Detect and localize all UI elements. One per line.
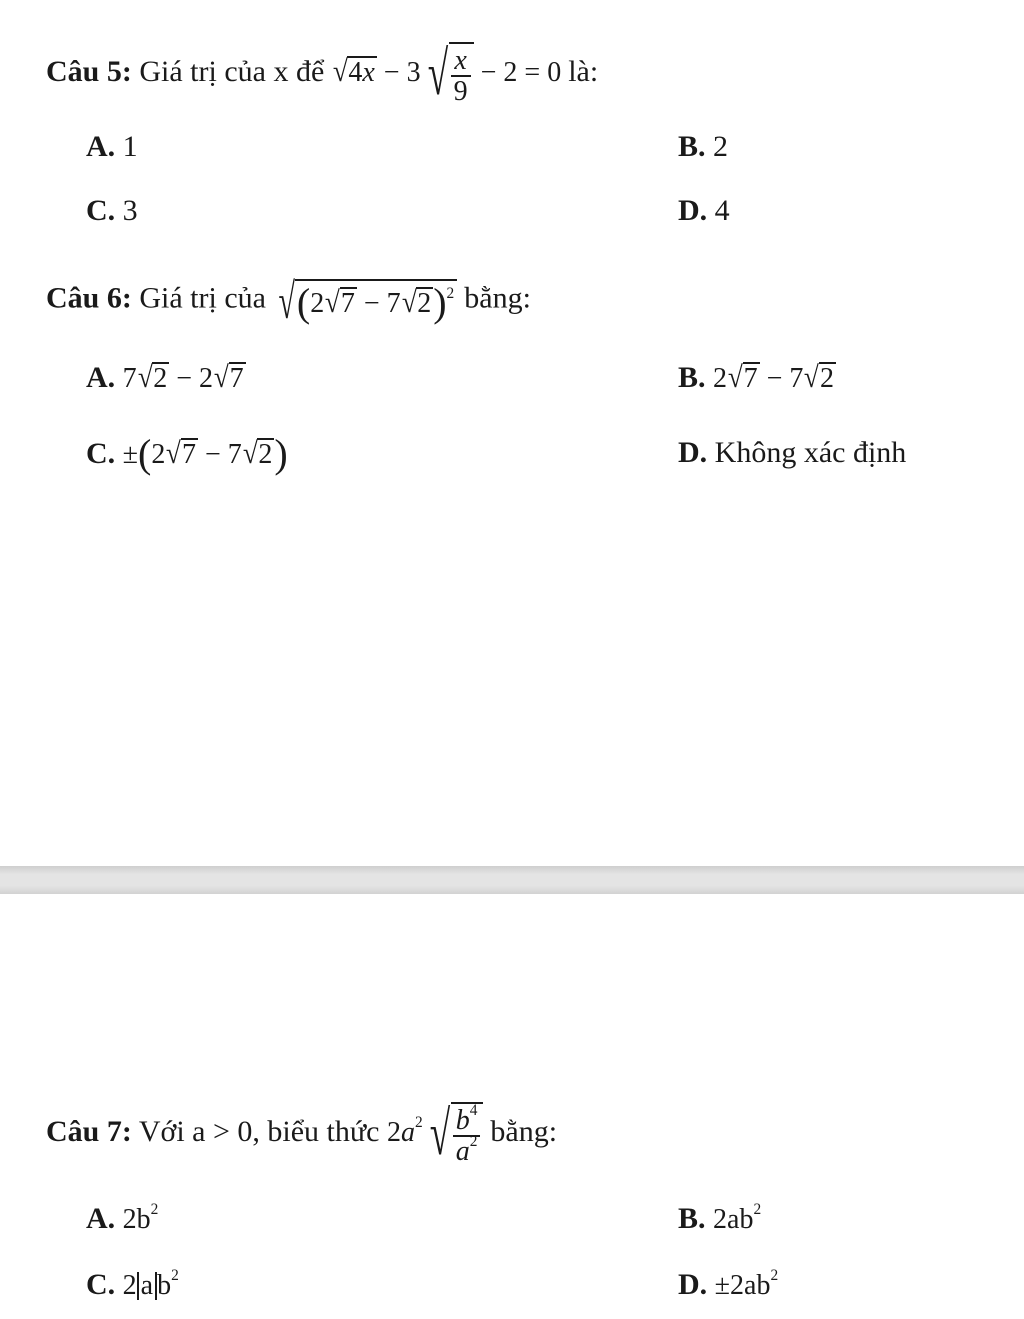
question-5-option-d: D. 4 bbox=[678, 194, 730, 227]
question-7-option-b: B. $2ab^2$ bbox=[678, 1201, 762, 1235]
question-6-label: Câu 6: bbox=[46, 281, 132, 315]
question-6-option-c: C. ±(2√7 − 7√2) bbox=[86, 431, 288, 476]
question-6 bbox=[46, 273, 531, 329]
question-6-option-a: A. 7√2 − 2√7 bbox=[86, 360, 244, 394]
question-5-option-a: A. 1 bbox=[86, 130, 138, 163]
question-5-stem: Giá trị của x để bbox=[139, 54, 325, 88]
question-6-option-d: D. Không xác định bbox=[678, 436, 907, 469]
question-7 bbox=[46, 1102, 557, 1167]
question-7-option-a: A. $2b^2$ bbox=[86, 1201, 159, 1235]
question-7-stem: Với a > 0, biểu thức bbox=[138, 1114, 380, 1148]
question-5-label: Câu 5: bbox=[46, 54, 132, 88]
question-7-expression: $2a^2$ √ $\frac{b^4}{a^2}$ bbox=[387, 1117, 490, 1148]
question-5-equation: √4x − 3 √ $\frac{x}{9}$ − 2 = 0 bbox=[332, 40, 569, 109]
question-7-tail: bằng: bbox=[490, 1114, 558, 1148]
question-7-option-c: C. 2 a $b^2$ bbox=[86, 1267, 179, 1301]
question-5-tail: là: bbox=[568, 54, 599, 88]
question-5-option-c: C. 3 bbox=[86, 194, 138, 227]
question-6-option-b: B. 2√7 − 7√2 bbox=[678, 360, 834, 394]
page-separator bbox=[0, 866, 1024, 894]
question-6-tail: bằng: bbox=[464, 281, 531, 315]
document-page-2 bbox=[0, 894, 1024, 1319]
question-6-stem: Giá trị của bbox=[139, 281, 266, 315]
question-7-option-d: D. $\pm 2ab^2$ bbox=[678, 1267, 779, 1301]
question-5 bbox=[46, 42, 598, 107]
question-5-option-b: B. 2 bbox=[678, 130, 729, 163]
question-6-expression: $√(2√7 - 7√2)^2$ bbox=[273, 283, 464, 314]
question-7-label: Câu 7: bbox=[46, 1114, 132, 1148]
